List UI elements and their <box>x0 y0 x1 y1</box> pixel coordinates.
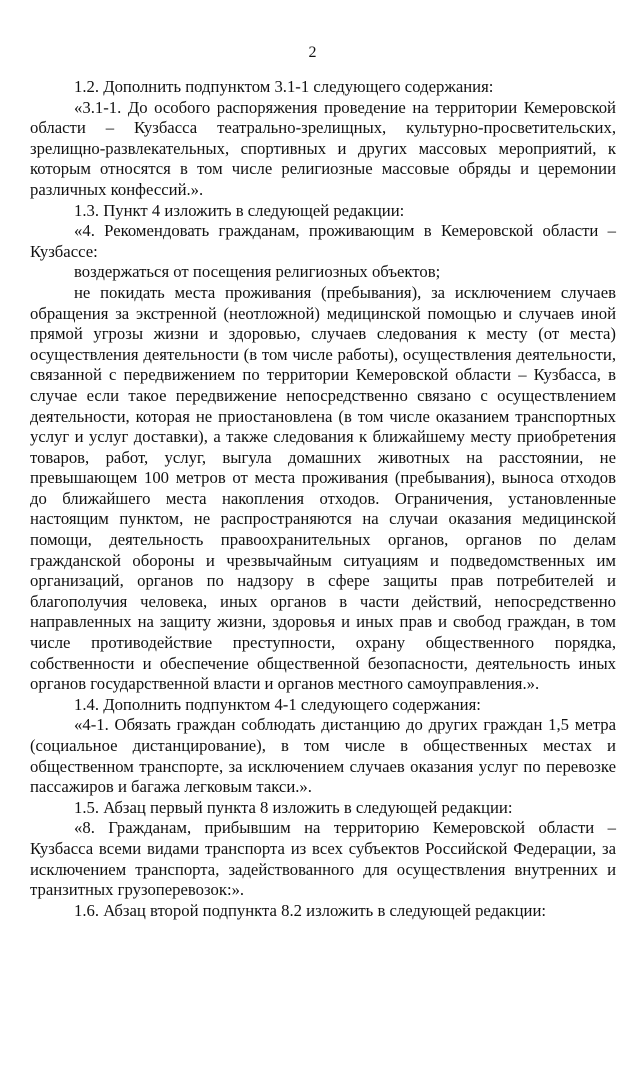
paragraph-8-text: «8. Гражданам, прибывшим на территорию Кемеровской области – Кузбасса всеми видами транспорта из всех субъектов Российской Федерации, за исключением транспорта, задействованного для осуществления внутренних и транзитных грузоперевозок:». <box>30 818 616 900</box>
paragraph-1-4: 1.4. Дополнить подпунктом 4-1 следующего содержания: <box>74 694 481 714</box>
paragraph-1-3: 1.3. Пункт 4 изложить в следующей редакции: <box>74 200 405 220</box>
paragraph-4-intro: «4. Рекомендовать гражданам, проживающим в Кемеровской области – Кузбассе: <box>30 221 616 261</box>
paragraph-4-religious: воздержаться от посещения религиозных объектов; <box>74 262 441 282</box>
paragraph-1-5: 1.5. Абзац первый пункта 8 изложить в следующей редакции: <box>74 797 513 817</box>
paragraph-4-residence: не покидать места проживания (пребывания), за исключением случаев обращения за экстренной (неотложной) медицинской помощью и случаев иной прямой угрозы жизни и здоровью, случаев следования к месту (от места) осуществления деятельности (в том числе работы), осуществления деятельности, связанной с передвижением по территории Кемеровской области – Кузбасса, в случае если такое передвижение непосредственно связано с осуществлением деятельности, которая не приостановлена (в том числе оказанием транспортных услуг и услуг доставки), а также следования к ближайшему месту приобретения товаров, работ, услуг, выгула домашних животных на расстоянии, не превышающем 100 метров от места проживания (пребывания), выноса отходов до ближайшего места накопления отходов. Ограничения, установленные настоящим пунктом, не распространяются на случаи оказания медицинской помощи, деятельность правоохранительных органов, органов по делам гражданской обороны и чрезвычайным ситуациям и подведомственных им организаций, органов по надзору в сфере защиты прав потребителей и благополучия человека, иных органов в части действий, непосредственно направленных на защиту жизни, здоровья и иных прав и свобод граждан, в том числе противодействие преступности, охрану общественного порядка, собственности и обеспечение общественной безопасности, деятельность иных органов государственной власти и органов местного самоуправления.». <box>30 282 616 694</box>
document-body <box>30 77 616 921</box>
paragraph-3-1-1-text: «3.1-1. До особого распоряжения проведение на территории Кемеровской области – Кузбасса театрально-зрелищных, культурно-просветительских, зрелищно-развлекательных, спортивных и других массовых мероприятий, к которым относятся в том числе религиозные массовые обряды и церемонии различных конфессий.». <box>30 97 616 199</box>
page-number: 2 <box>308 44 317 61</box>
paragraph-1-6: 1.6. Абзац второй подпункта 8.2 изложить в следующей редакции: <box>74 900 547 920</box>
paragraph-1-2: 1.2. Дополнить подпунктом 3.1-1 следующего содержания: <box>74 77 494 96</box>
paragraph-4-1-text: «4-1. Обязать граждан соблюдать дистанцию до других граждан 1,5 метра (социальное дистанцирование), в том числе в общественных местах и общественном транспорте, за исключением случаев оказания услуг по перевозке пассажиров и багажа легковым такси.». <box>30 715 616 797</box>
